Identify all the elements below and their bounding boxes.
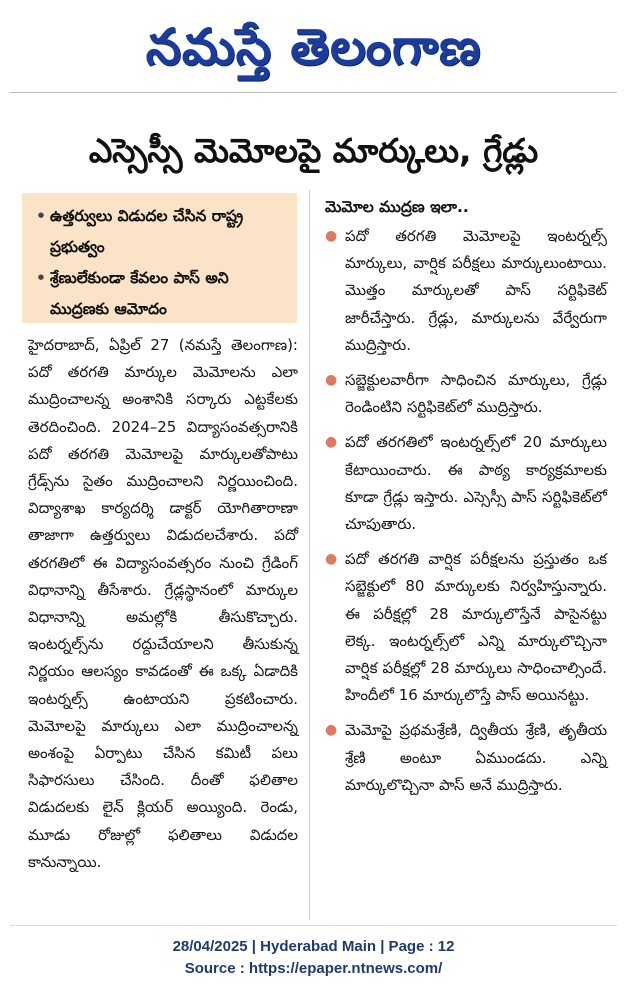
footer-divider — [10, 925, 617, 926]
bullet-icon: • — [36, 207, 46, 225]
section-subhead: మెమోల ముద్రణ ఇలా.. — [325, 198, 469, 216]
article-body-right — [325, 193, 607, 807]
article-body-left: హైదరాబాద్, ఏప్రిల్ 27 (నమస్తే తెలంగాణ): పదో తరగతి మార్కుల మెమోలను ఎలా ముద్రించాలన్న అంశానికి సర్కారు ఎట్టకేలకు తెరదించింది. 2024–25 విద్యాసంవత్సరానికి పదో తరగతి మెమోలపై మార్కులతోపాటు గ్రేడ్స్‌ను సైతం ముద్రించాలని నిర్ణయించింది. విద్యాశాఖ కార్యదర్శి డాక్టర్ యోగితారాణా తాజాగా ఉత్తర్వులు విడుదలచేశారు. పదో తరగతిలో ఈ విద్యాసంవత్సరం నుంచి గ్రేడింగ్ విధానాన్ని తీసేశారు. గ్రేడ్లస్థానంలో మార్కుల విధానాన్ని అమల్లోకి తీసుకొచ్చారు. ఇంటర్నల్స్‌ను రద్దుచేయాలని తీసుకున్న నిర్ణయం ఆలస్యం కావడంతో ఈ ఒక్క ఏడాదికి ఇంటర్నల్స్ ఉంటాయని ప్రకటించారు. మెమోలపై మార్కులు ఎలా ముద్రించాలన్న అంశంపై ఏర్పాటు చేసిన కమిటీ పలు సిఫారసులు చేసింది. దీంతో ఫలితాల విడుదలకు లైన్ క్లియర్ అయ్యింది. రెండు, మూడు రోజుల్లో ఫలితాలు విడుదల కానున్నాయి. — [28, 336, 298, 871]
footer-date-edition: 28/04/2025 | Hyderabad Main | Page : 12 — [172, 938, 455, 955]
list-item — [325, 223, 607, 359]
highlight-text: శ్రేణులేకుండా కేవలం పాస్ అని ముద్రణకు ఆమోదం — [50, 269, 229, 318]
bullet-icon: ● — [325, 372, 338, 389]
list-item — [325, 429, 607, 538]
highlight-item — [36, 201, 289, 263]
bullet-icon: • — [36, 269, 46, 287]
list-item-text: సబ్జెక్టులవారీగా సాధించిన మార్కులు, గ్రేడ్లు రెండింటిని సర్టిఫికెట్‌లో ముద్రిస్తారు. — [345, 371, 607, 417]
footer-source: Source : https://epaper.ntnews.com/ — [184, 960, 443, 977]
list-item-text: మెమోపై ప్రథమశ్రేణి, ద్వితీయ శ్రేణి, తృతీయ శ్రేణి అంటూ ఏముండదు. ఎన్ని మార్కులొచ్చినా పాస్ అనే ముద్రిస్తారు. — [345, 721, 607, 794]
highlights-box — [22, 193, 297, 323]
highlight-item — [36, 263, 289, 325]
list-item — [325, 367, 607, 421]
masthead-divider — [10, 92, 617, 93]
list-item-text: పదో తరగతి వార్షిక పరీక్షలను ప్రస్తుతం ఒక సబ్జెక్టులో 80 మార్కులకు నిర్వహిస్తున్నారు. ఈ పరీక్షల్లో 28 మార్కులొస్తేనే పాసైనట్టు లెక్క. ఇంటర్నల్స్‌లో ఎన్ని మార్కులొచ్చినా వార్షిక పరీక్షల్లో 28 మార్కులు సాధించాల్సిందే. హిందీలో 16 మార్కులొస్తే పాస్ అయినట్టు. — [345, 550, 607, 705]
bullet-icon: ● — [325, 551, 338, 568]
list-item-text: పదో తరగతిలో ఇంటర్నల్స్‌లో 20 మార్కులు కేటాయించారు. ఈ పాఠ్య కార్యక్రమాలకు కూడా గ్రేడ్లు ఇస్తారు. ఎస్సెస్సీ పాస్ సర్టిఫికెట్‌లో చూపుతారు. — [345, 433, 607, 534]
bullet-icon: ● — [325, 434, 338, 451]
list-item — [325, 546, 607, 709]
newspaper-masthead: నమస్తే తెలంగాణ — [145, 18, 482, 76]
list-item — [325, 717, 607, 799]
article-headline: ఎస్సెస్సీ మెమోలపై మార్కులు, గ్రేడ్లు — [88, 131, 539, 170]
column-divider — [309, 190, 310, 920]
bullet-icon: ● — [325, 722, 338, 739]
list-item-text: పదో తరగతి మెమోలపై ఇంటర్నల్స్ మార్కులు, వార్షిక పరీక్షలు మార్కులుంటాయి. మొత్తం మార్కులతో పాస్ సర్టిఫికెట్ జారీచేస్తారు. గ్రేడ్లు, మార్కులను వేర్వేరుగా ముద్రిస్తారు. — [345, 227, 607, 354]
highlight-text: ఉత్తర్వులు విడుదల చేసిన రాష్ట్ర ప్రభుత్వం — [50, 207, 244, 256]
bullet-icon: ● — [325, 228, 338, 244]
